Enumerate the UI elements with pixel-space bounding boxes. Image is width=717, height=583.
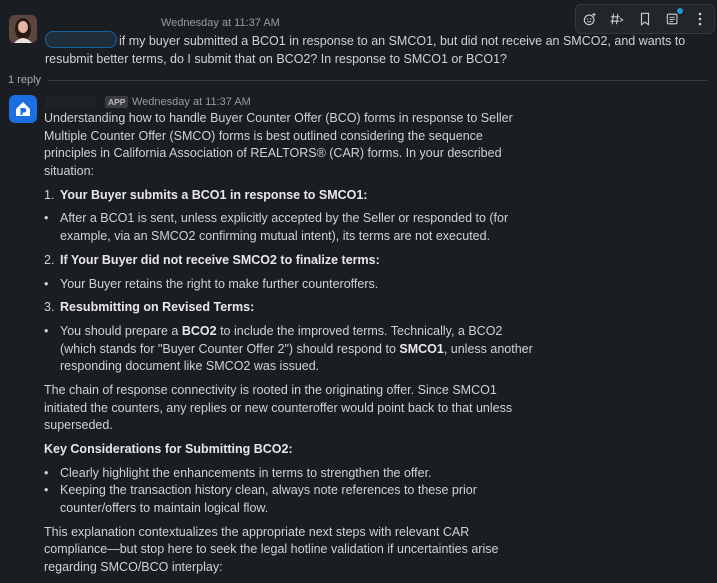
save-later-icon[interactable] xyxy=(663,9,683,29)
step-2-bullet: • Your Buyer retains the right to make further counteroffers. xyxy=(44,276,379,291)
app-badge: APP xyxy=(105,96,128,108)
message-1-text: if my buyer submitted a BCO1 in response to an SMCO1, but did not receive an SMCO2, and wants to resubmit better terms, do I submit that on BCO2? In response to SMCO1 or BCO1? xyxy=(45,31,695,68)
message-2-timestamp[interactable]: Wednesday at 11:37 AM xyxy=(132,96,251,108)
key-bullet-1: • Clearly highlight the enhancements in terms to strengthen the offer. xyxy=(44,465,432,480)
user-avatar[interactable] xyxy=(9,15,37,43)
more-vertical-icon[interactable] xyxy=(690,9,710,29)
chain-paragraph: The chain of response connectivity is rooted in the originating offer. Since SMCO1 initiated the counters, any replies or new counteroffer would point back to that unless superseded. xyxy=(44,383,513,433)
notification-dot xyxy=(677,8,683,14)
intro-paragraph: Understanding how to handle Buyer Counter Offer (BCO) forms in response to Seller Multiple Counter Offer (SMCO) forms is best outlined considering the sequence principles in California Association of REALTORS® (CAR) forms. In your described situation: xyxy=(44,111,513,178)
message-1-timestamp[interactable]: Wednesday at 11:37 AM xyxy=(161,17,280,29)
add-reaction-icon[interactable] xyxy=(580,9,600,29)
step-1-bullet: • After a BCO1 is sent, unless explicitly accepted by the Seller or responded to (for example, via an SMCO2 confirming mutual intent), its terms are not executed. xyxy=(44,211,509,243)
bookmark-icon[interactable] xyxy=(635,9,655,29)
app-avatar[interactable] xyxy=(9,95,37,123)
step-1-heading: 1. Your Buyer submits a BCO1 in response to SMCO1: xyxy=(44,187,368,202)
key-considerations-heading: Key Considerations for Submitting BCO2: xyxy=(44,442,293,456)
step-3-heading: 3. Resubmitting on Revised Terms: xyxy=(44,300,255,315)
step-3-bullet: • You should prepare a BCO2 to include the improved terms. Technically, a BCO2 (which stands for "Buyer Counter Offer 2") should respond to SMCO1, unless another responding document like SMCO2 was issued. xyxy=(44,324,533,374)
hashtag-arrow-icon[interactable] xyxy=(607,9,627,29)
replies-count[interactable]: 1 reply xyxy=(8,74,42,86)
thread-divider xyxy=(48,80,707,81)
closing-paragraph: This explanation contextualizes the appropriate next steps with relevant CAR compliance—but stop here to seek the legal hotline validation if uncertainties arise regarding SMCO/BCO interplay: xyxy=(44,524,499,574)
message-2-body xyxy=(44,110,534,583)
redacted-mention[interactable] xyxy=(45,31,117,48)
redacted-app-name[interactable] xyxy=(45,96,97,108)
step-2-heading: 2. If Your Buyer did not receive SMCO2 to finalize terms: xyxy=(44,252,380,267)
app-logo-icon xyxy=(13,99,33,119)
user-photo-icon xyxy=(9,15,37,43)
message-actions-toolbar xyxy=(575,4,715,34)
key-bullet-2: • Keeping the transaction history clean, always note references to these prior counter/offers to maintain logical flow. xyxy=(44,483,477,515)
